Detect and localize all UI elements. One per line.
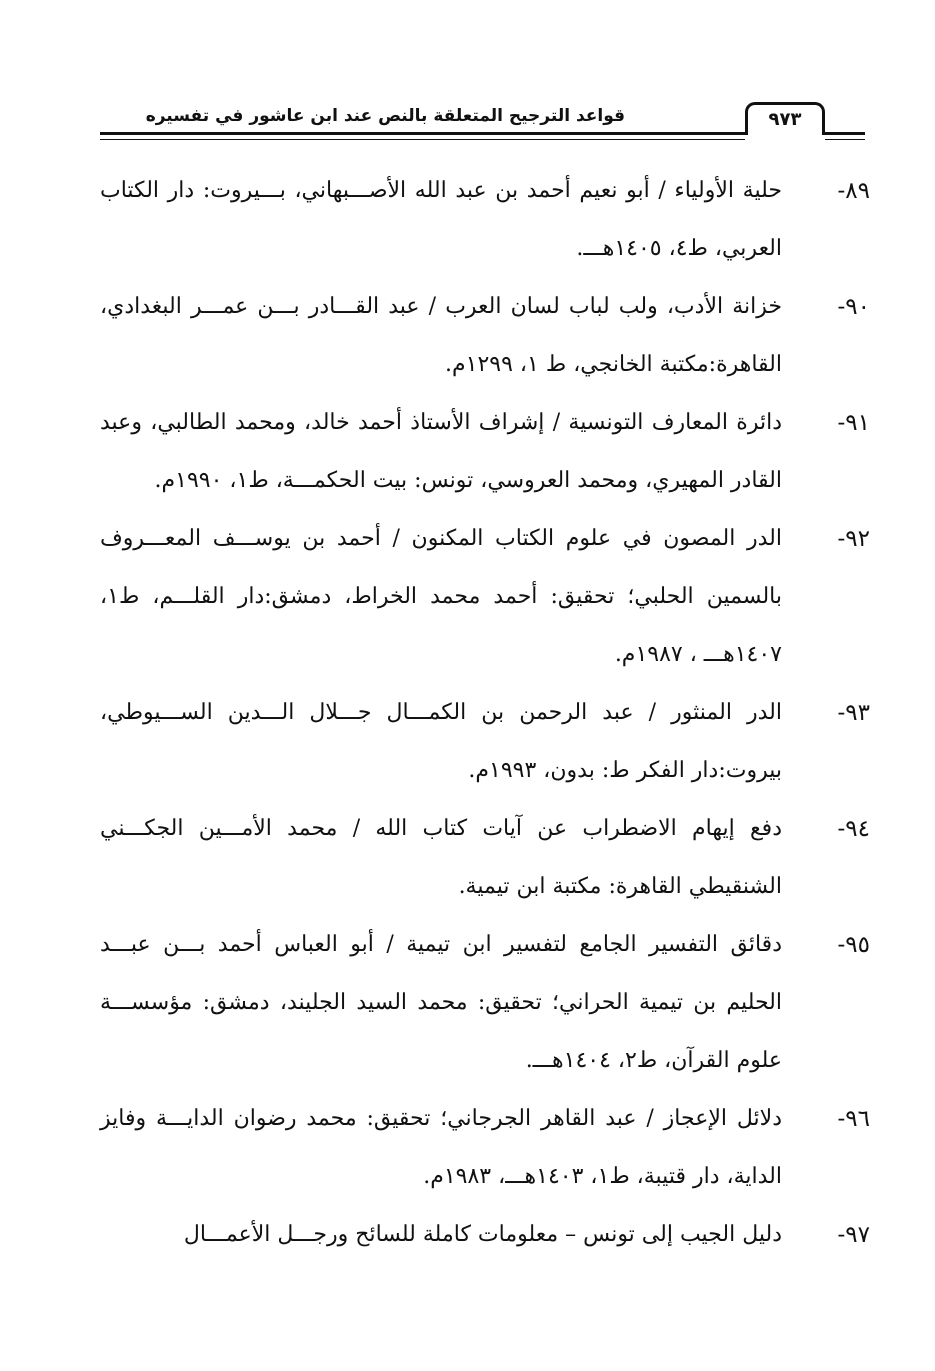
bibliography-list: [100, 162, 870, 1264]
entry-text: دليل الجيب إلى تونس – معلومات كاملة للسائح ورجـــل الأعمـــال: [183, 1222, 782, 1247]
running-title: قواعد الترجيح المتعلقة بالنص عند ابن عاشور في تفسيره: [145, 106, 625, 126]
entry-number: ٩٦-: [837, 1106, 870, 1132]
entry-text: الدر المصون في علوم الكتاب المكنون / أحمد بن يوســـف المعـــروف بالسمين الحلبي؛ تحقيق: أحمد محمد الخراط، دمشق:دار القلـــم، ط١، ١٤٠٧هـــ ، ١٩٨٧م.: [100, 526, 782, 667]
bibliography-entry: [100, 800, 870, 916]
entry-text: حلية الأولياء / أبو نعيم أحمد بن عبد الله الأصـــبهاني، بـــيروت: دار الكتاب العربي، ط٤، ١٤٠٥هـــ.: [100, 178, 782, 261]
entry-number: ٩٢-: [837, 526, 870, 552]
page-header: [100, 92, 865, 152]
entry-number: ٩٧-: [837, 1222, 870, 1248]
bibliography-entry: [100, 278, 870, 394]
entry-text: دائرة المعارف التونسية / إشراف الأستاذ أحمد خالد، ومحمد الطالبي، وعبد القادر المهيري، ومحمد العروسي، تونس: بيت الحكمـــة، ط١، ١٩٩٠م.: [100, 410, 782, 493]
bibliography-entry: [100, 162, 870, 278]
entry-number: ٩٣-: [837, 700, 870, 726]
entry-number: ٩٠-: [837, 294, 870, 320]
entry-text: دفع إيهام الاضطراب عن آيات كتاب الله / محمد الأمـــين الجكـــني الشنقيطي القاهرة: مكتبة ابن تيمية.: [100, 816, 782, 899]
bibliography-entry: [100, 916, 870, 1090]
entry-number: ٩٤-: [837, 816, 870, 842]
entry-number: ٨٩-: [837, 178, 870, 204]
entry-number: ٩٥-: [837, 932, 870, 958]
bibliography-entry: [100, 1090, 870, 1206]
bibliography-entry: [100, 510, 870, 684]
bibliography-entry: [100, 684, 870, 800]
bibliography-entry: [100, 1206, 870, 1264]
bibliography-entry: [100, 394, 870, 510]
entry-text: الدر المنثور / عبد الرحمن بن الكمـــال جـــلال الـــدين الســـيوطي، بيروت:دار الفكر ط: بدون، ١٩٩٣م.: [100, 700, 782, 783]
entry-text: دلائل الإعجاز / عبد القاهر الجرجاني؛ تحقيق: محمد رضوان الدايـــة وفايز الداية، دار قتيبة، ط١، ١٤٠٣هـــ، ١٩٨٣م.: [100, 1106, 782, 1189]
entry-number: ٩١-: [837, 410, 870, 436]
entry-text: دقائق التفسير الجامع لتفسير ابن تيمية / أبو العباس أحمد بـــن عبـــد الحليم بن تيمية الحراني؛ تحقيق: محمد السيد الجليند، دمشق: مؤسســـة علوم القرآن، ط٢، ١٤٠٤هـــ.: [100, 932, 782, 1073]
page-number: ٩٧٣: [745, 102, 825, 135]
entry-text: خزانة الأدب، ولب لباب لسان العرب / عبد القـــادر بـــن عمـــر البغدادي، القاهرة:مكتبة الخانجي، ط ١، ١٢٩٩م.: [100, 294, 782, 377]
